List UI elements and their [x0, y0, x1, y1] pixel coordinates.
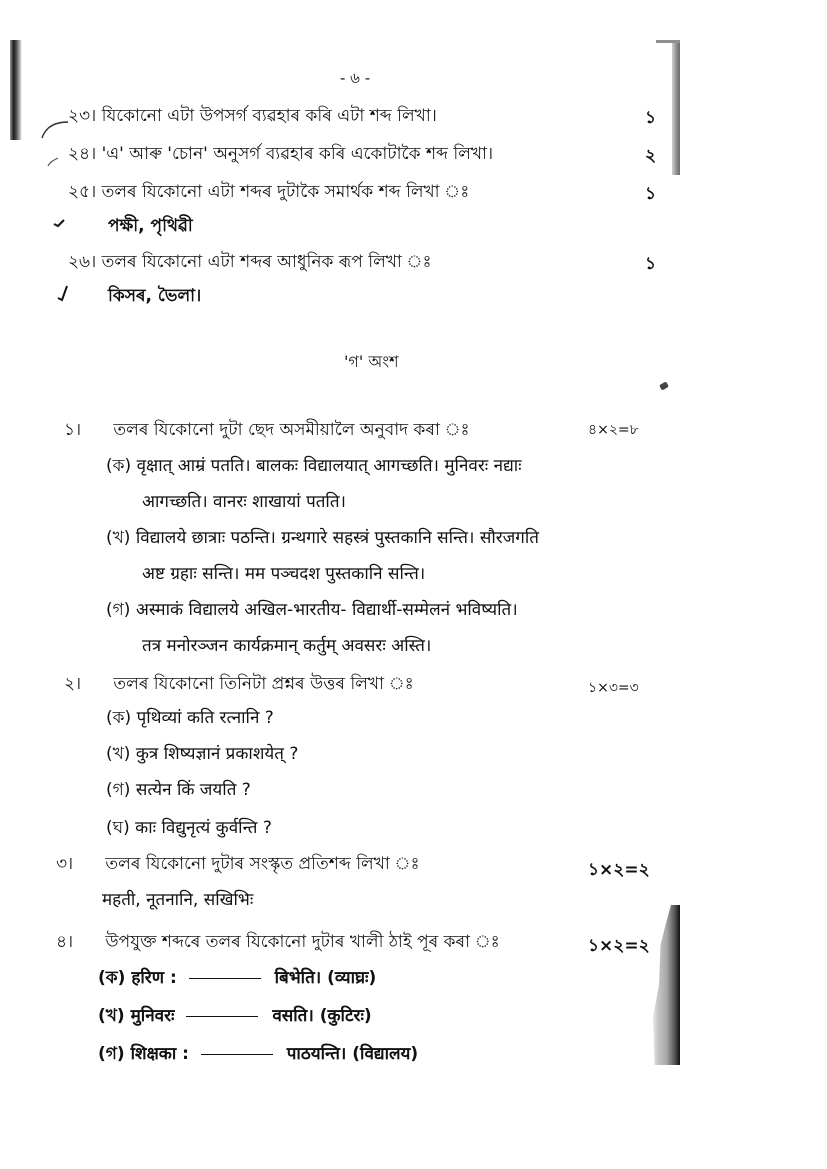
question-marks: ১	[645, 108, 657, 128]
question-number: ২৬।	[68, 252, 97, 272]
question-text: তলৰ যিকোনো এটা শব্দৰ দুটাকৈ সমাৰ্থক শব্দ লিখা ঃ	[101, 182, 470, 202]
question-marks: ১×৩=৩	[588, 680, 639, 696]
question-options: কিসৰ, ভৈলা।	[108, 286, 202, 306]
item-label: (গ)	[106, 600, 131, 620]
blank-line	[186, 1016, 258, 1017]
item-label: (খ)	[106, 744, 131, 764]
item-label: (গ)	[98, 1044, 125, 1064]
question-23	[68, 104, 437, 128]
item-after: बिभेति।	[274, 968, 322, 988]
item-label: (গ)	[106, 780, 131, 800]
question-marks: ১	[645, 184, 657, 204]
question-options: পক্ষী, পৃথিৱী	[108, 216, 193, 236]
scan-shadow-right-top	[672, 40, 680, 175]
passage-line: अष्ट ग्रहाः सन्ति। मम पञ्चदश पुस्तकानि सन्ति।	[142, 564, 426, 584]
question-text: যিকোনো এটা উপসৰ্গ ব্যৱহাৰ কৰি এটা শব্দ লিখা।	[101, 106, 437, 126]
item-label: (ঘ)	[106, 818, 130, 838]
pen-tick-icon	[52, 218, 66, 228]
question-text: তলৰ যিকোনো দুটা ছেদ অসমীয়ালৈ অনুবাদ কৰা ঃ	[113, 420, 470, 440]
blank-line	[201, 1054, 273, 1055]
item-label: (খ)	[106, 528, 131, 548]
item-text: सत्येन किं जयति ?	[135, 780, 251, 800]
item-after: वसति।	[272, 1006, 314, 1026]
question-26	[68, 250, 432, 274]
question-text: তলৰ যিকোনো দুটাৰ সংস্কৃত প্ৰতিশব্দ লিখা ঃ	[105, 854, 420, 874]
short-question-ka	[106, 706, 274, 730]
scan-shadow-right-bottom	[650, 905, 680, 1065]
section-ga-question-2	[64, 672, 414, 696]
section-ga-question-1	[64, 418, 470, 442]
fill-blank-ka	[98, 966, 376, 990]
item-before: हरिण :	[131, 968, 177, 988]
scan-shadow-left	[10, 40, 22, 140]
item-before: शिक्षका :	[130, 1044, 189, 1064]
item-label: (ক)	[98, 968, 126, 988]
item-hint: (कुटिरः)	[319, 1006, 372, 1026]
item-before: मुनिवरः	[130, 1006, 175, 1026]
question-text: উপযুক্ত শব্দৰে তলৰ যিকোনো দুটাৰ খালী ঠাই পূৰ কৰা ঃ	[105, 932, 500, 952]
question-options: महती, नूतनानि, सखिभिः	[102, 890, 254, 910]
short-question-gha	[106, 816, 272, 840]
item-label: (ক)	[106, 456, 132, 476]
question-marks: ১×২=২	[588, 860, 650, 880]
item-text: काः विद्युनृत्यं कुर्वन्ति ?	[135, 818, 272, 838]
item-hint: (व्याघ्रः)	[327, 968, 377, 988]
question-marks: ২	[645, 146, 657, 166]
item-label: (খ)	[98, 1006, 125, 1026]
page-number: - ৬ -	[340, 69, 371, 87]
question-marks: ৪×২=৮	[588, 422, 639, 438]
item-text: कुत्र शिष्यज्ञानं प्रकाशयेत् ?	[135, 744, 299, 764]
pen-bracket-mark	[38, 118, 70, 166]
question-24	[68, 142, 493, 166]
passage-line: विद्यालये छात्राः पठन्ति। ग्रन्थगारे सहस्त्रं पुस्तकानि सन्ति। सौरजगति	[135, 528, 539, 548]
question-25	[68, 180, 469, 204]
question-number: ৩।	[56, 854, 74, 874]
passage-line: अस्माकं विद्यालये अखिल-भारतीय- विद्यार्थी-सम्मेलनं भविष्यति।	[135, 600, 518, 620]
question-number: ২৩।	[68, 106, 97, 126]
item-label: (ক)	[106, 708, 132, 728]
item-text: पृथिव्यां कति रत्नानि ?	[136, 708, 274, 728]
blank-line	[189, 978, 261, 979]
pen-tick-icon	[56, 284, 70, 302]
section-ga-question-3	[56, 852, 420, 876]
short-question-ga	[106, 778, 251, 802]
question-number: ২৪।	[68, 144, 97, 164]
item-after: पाठयन्ति।	[286, 1044, 347, 1064]
passage-line: आगच्छति। वानरः शाखायां पतति।	[142, 492, 346, 512]
translation-passage-kha	[106, 526, 539, 550]
passage-line: वृक्षात् आम्रं पतति। बालकः विद्यालयात् आगच्छति। मुनिवरः नद्याः	[136, 456, 522, 476]
section-title: 'গ' অংশ	[344, 352, 399, 371]
fill-blank-kha	[98, 1004, 372, 1028]
translation-passage-ga	[106, 598, 518, 622]
question-marks: ১×২=২	[588, 936, 650, 956]
question-text: তলৰ যিকোনো এটা শব্দৰ আধুনিক ৰূপ লিখা ঃ	[101, 252, 432, 272]
question-number: ২।	[64, 674, 82, 694]
translation-passage-ka	[106, 454, 522, 478]
short-question-kha	[106, 742, 298, 766]
question-text: তলৰ যিকোনো তিনিটা প্ৰশ্নৰ উত্তৰ লিখা ঃ	[113, 674, 414, 694]
question-number: ১।	[64, 420, 82, 440]
item-hint: (विद्यालय)	[352, 1044, 419, 1064]
passage-line: तत्र मनोरञ्जन कार्यक्रमान् कर्तुम् अवसरः अस्ति।	[142, 636, 432, 656]
section-ga-question-4	[56, 930, 500, 954]
question-number: ২৫।	[68, 182, 97, 202]
question-text: 'এ' আৰু 'চোন' অনুসৰ্গ ব্যৱহাৰ কৰি একোটাকৈ শব্দ লিখা।	[101, 144, 494, 164]
question-number: ৪।	[56, 932, 74, 952]
scan-speck	[659, 381, 669, 390]
fill-blank-ga	[98, 1042, 418, 1066]
question-marks: ১	[645, 254, 657, 274]
